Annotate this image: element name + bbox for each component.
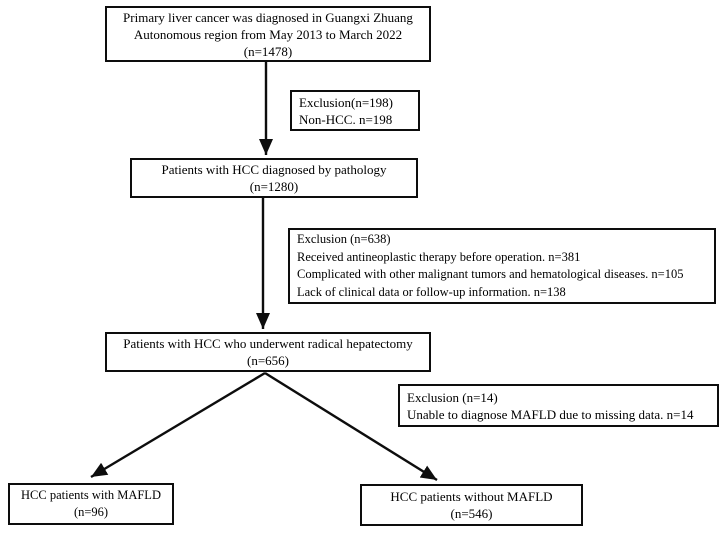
exclusion-reason: Lack of clinical data or follow-up information. n=138: [297, 284, 566, 299]
node-hcc-with-mafld: [8, 483, 174, 525]
exclusion-reason: Received antineoplastic therapy before operation. n=381: [297, 249, 581, 264]
node-text-line: Patients with HCC diagnosed by pathology: [161, 162, 387, 177]
node-count-line: (n=96): [73, 505, 109, 519]
node-count-line: (n=1280): [249, 179, 299, 194]
node-exclusion-non-hcc: [290, 90, 420, 131]
exclusion-title: Exclusion (n=14): [407, 389, 498, 405]
node-hcc-without-mafld: [360, 484, 583, 526]
node-count-line: (n=546): [450, 506, 493, 521]
node-primary-liver-cancer: [105, 6, 431, 62]
arrow-hepatectomy-to-with-mafld: [91, 373, 265, 477]
exclusion-title: Exclusion (n=638): [297, 232, 391, 246]
exclusion-reason: Unable to diagnose MAFLD due to missing data. n=14: [407, 406, 694, 422]
exclusion-reason: Non-HCC. n=198: [299, 111, 393, 127]
node-text-line: Primary liver cancer was diagnosed in Guangxi Zhuang: [123, 9, 413, 25]
node-text-line: HCC patients without MAFLD: [390, 489, 553, 504]
node-exclusion-before-surgery: [288, 228, 716, 304]
node-text-line: Autonomous region from May 2013 to March 2022: [133, 26, 403, 42]
node-hcc-pathology: [130, 158, 418, 198]
node-text-line: Patients with HCC who underwent radical hepatectomy: [123, 336, 413, 351]
exclusion-reason: Complicated with other malignant tumors and hematological diseases. n=105: [297, 267, 684, 281]
node-count-line: (n=1478): [243, 43, 293, 59]
exclusion-title: Exclusion(n=198): [299, 94, 393, 110]
node-count-line: (n=656): [247, 353, 289, 368]
node-radical-hepatectomy: [105, 332, 431, 372]
node-exclusion-missing-data: [398, 384, 719, 427]
node-text-line: HCC patients with MAFLD: [21, 488, 161, 502]
